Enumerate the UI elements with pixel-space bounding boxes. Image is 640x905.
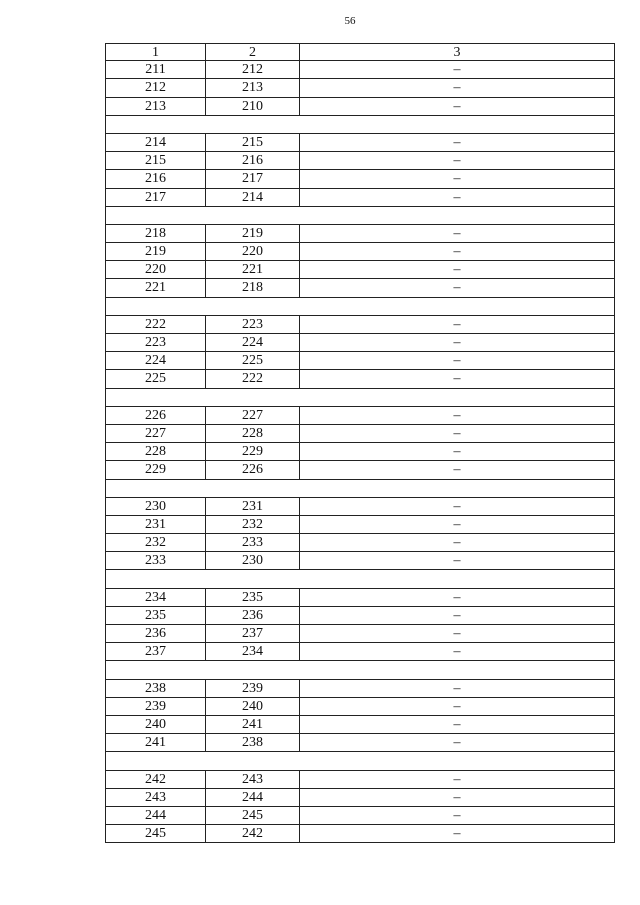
cell-col-2: 224	[205, 334, 299, 351]
table-row	[105, 534, 615, 552]
cell-col-3: –	[299, 61, 615, 78]
cell-col-1: 217	[105, 189, 205, 206]
cell-col-1: 242	[105, 771, 205, 788]
table-row	[105, 552, 615, 570]
cell-col-3: –	[299, 170, 615, 187]
table-row	[105, 352, 615, 370]
cell-col-2: 219	[205, 225, 299, 242]
cell-col-3: –	[299, 425, 615, 442]
table-row	[105, 698, 615, 716]
cell-col-2: 244	[205, 789, 299, 806]
cell-col-3: –	[299, 134, 615, 151]
cell-col-3: –	[299, 734, 615, 751]
cell-col-1: 237	[105, 643, 205, 660]
cell-col-1: 245	[105, 825, 205, 842]
cell-col-2: 210	[205, 98, 299, 115]
cell-col-3: –	[299, 316, 615, 333]
group-separator-row	[105, 661, 615, 679]
table-row	[105, 825, 615, 843]
table-row	[105, 607, 615, 625]
cell-col-1: 238	[105, 680, 205, 697]
cell-col-3: –	[299, 807, 615, 824]
cell-col-3: –	[299, 79, 615, 96]
table-body	[105, 61, 615, 843]
cell-col-1: 233	[105, 552, 205, 569]
cell-col-3: –	[299, 534, 615, 551]
group-separator-row	[105, 570, 615, 588]
table-row	[105, 734, 615, 752]
data-table	[105, 43, 615, 843]
table-row	[105, 316, 615, 334]
cell-col-1: 226	[105, 407, 205, 424]
column-header-2: 2	[205, 44, 299, 60]
column-header-3: 3	[299, 44, 615, 60]
cell-col-3: –	[299, 279, 615, 296]
table-row	[105, 425, 615, 443]
table-row	[105, 152, 615, 170]
cell-col-1: 236	[105, 625, 205, 642]
cell-col-3: –	[299, 498, 615, 515]
cell-col-1: 231	[105, 516, 205, 533]
group-separator-row	[105, 298, 615, 316]
cell-col-2: 230	[205, 552, 299, 569]
table-row	[105, 461, 615, 479]
cell-col-1: 222	[105, 316, 205, 333]
cell-col-3: –	[299, 516, 615, 533]
cell-col-2: 217	[205, 170, 299, 187]
table-header-row	[105, 43, 615, 61]
table-row	[105, 61, 615, 79]
table-row	[105, 189, 615, 207]
cell-col-2: 232	[205, 516, 299, 533]
cell-col-1: 232	[105, 534, 205, 551]
cell-col-2: 231	[205, 498, 299, 515]
cell-col-3: –	[299, 552, 615, 569]
cell-col-3: –	[299, 607, 615, 624]
table-row	[105, 170, 615, 188]
cell-col-1: 241	[105, 734, 205, 751]
cell-col-2: 221	[205, 261, 299, 278]
table-row	[105, 589, 615, 607]
table-row	[105, 643, 615, 661]
cell-col-1: 219	[105, 243, 205, 260]
cell-col-3: –	[299, 643, 615, 660]
cell-col-1: 234	[105, 589, 205, 606]
cell-col-1: 221	[105, 279, 205, 296]
cell-col-3: –	[299, 352, 615, 369]
table-row	[105, 407, 615, 425]
cell-col-3: –	[299, 243, 615, 260]
cell-col-1: 230	[105, 498, 205, 515]
table-row	[105, 334, 615, 352]
cell-col-1: 212	[105, 79, 205, 96]
cell-col-3: –	[299, 334, 615, 351]
cell-col-3: –	[299, 152, 615, 169]
cell-col-1: 227	[105, 425, 205, 442]
cell-col-2: 212	[205, 61, 299, 78]
cell-col-2: 218	[205, 279, 299, 296]
page-number: 56	[344, 15, 356, 27]
cell-col-3: –	[299, 98, 615, 115]
cell-col-2: 226	[205, 461, 299, 478]
cell-col-1: 214	[105, 134, 205, 151]
cell-col-3: –	[299, 716, 615, 733]
cell-col-3: –	[299, 225, 615, 242]
group-separator-row	[105, 752, 615, 770]
cell-col-1: 243	[105, 789, 205, 806]
cell-col-2: 236	[205, 607, 299, 624]
table-row	[105, 807, 615, 825]
cell-col-1: 229	[105, 461, 205, 478]
group-separator-row	[105, 116, 615, 134]
cell-col-2: 243	[205, 771, 299, 788]
cell-col-3: –	[299, 461, 615, 478]
table-row	[105, 134, 615, 152]
table-row	[105, 79, 615, 97]
cell-col-3: –	[299, 407, 615, 424]
cell-col-2: 213	[205, 79, 299, 96]
table-row	[105, 789, 615, 807]
cell-col-2: 214	[205, 189, 299, 206]
cell-col-3: –	[299, 189, 615, 206]
cell-col-1: 218	[105, 225, 205, 242]
table-row	[105, 625, 615, 643]
cell-col-3: –	[299, 789, 615, 806]
cell-col-3: –	[299, 443, 615, 460]
table-row	[105, 370, 615, 388]
cell-col-2: 216	[205, 152, 299, 169]
cell-col-1: 239	[105, 698, 205, 715]
cell-col-1: 224	[105, 352, 205, 369]
cell-col-2: 239	[205, 680, 299, 697]
table-row	[105, 261, 615, 279]
table-row	[105, 279, 615, 297]
cell-col-3: –	[299, 680, 615, 697]
cell-col-1: 213	[105, 98, 205, 115]
table-row	[105, 225, 615, 243]
column-header-1: 1	[105, 44, 205, 60]
cell-col-2: 242	[205, 825, 299, 842]
cell-col-2: 240	[205, 698, 299, 715]
cell-col-1: 240	[105, 716, 205, 733]
cell-col-2: 237	[205, 625, 299, 642]
cell-col-3: –	[299, 625, 615, 642]
cell-col-2: 229	[205, 443, 299, 460]
cell-col-2: 222	[205, 370, 299, 387]
cell-col-1: 220	[105, 261, 205, 278]
table-row	[105, 771, 615, 789]
cell-col-1: 216	[105, 170, 205, 187]
cell-col-2: 215	[205, 134, 299, 151]
cell-col-2: 235	[205, 589, 299, 606]
cell-col-3: –	[299, 261, 615, 278]
group-separator-row	[105, 389, 615, 407]
cell-col-1: 244	[105, 807, 205, 824]
cell-col-3: –	[299, 698, 615, 715]
cell-col-2: 223	[205, 316, 299, 333]
cell-col-2: 227	[205, 407, 299, 424]
table-row	[105, 443, 615, 461]
table-row	[105, 98, 615, 116]
group-separator-row	[105, 480, 615, 498]
cell-col-2: 225	[205, 352, 299, 369]
cell-col-1: 223	[105, 334, 205, 351]
table-row	[105, 516, 615, 534]
cell-col-1: 215	[105, 152, 205, 169]
cell-col-2: 233	[205, 534, 299, 551]
cell-col-1: 228	[105, 443, 205, 460]
cell-col-1: 235	[105, 607, 205, 624]
cell-col-3: –	[299, 589, 615, 606]
cell-col-1: 225	[105, 370, 205, 387]
cell-col-2: 228	[205, 425, 299, 442]
cell-col-3: –	[299, 771, 615, 788]
cell-col-2: 245	[205, 807, 299, 824]
group-separator-row	[105, 207, 615, 225]
cell-col-3: –	[299, 370, 615, 387]
table-row	[105, 243, 615, 261]
cell-col-3: –	[299, 825, 615, 842]
cell-col-2: 234	[205, 643, 299, 660]
cell-col-2: 241	[205, 716, 299, 733]
cell-col-2: 238	[205, 734, 299, 751]
table-row	[105, 716, 615, 734]
cell-col-2: 220	[205, 243, 299, 260]
cell-col-1: 211	[105, 61, 205, 78]
table-row	[105, 680, 615, 698]
table-row	[105, 498, 615, 516]
